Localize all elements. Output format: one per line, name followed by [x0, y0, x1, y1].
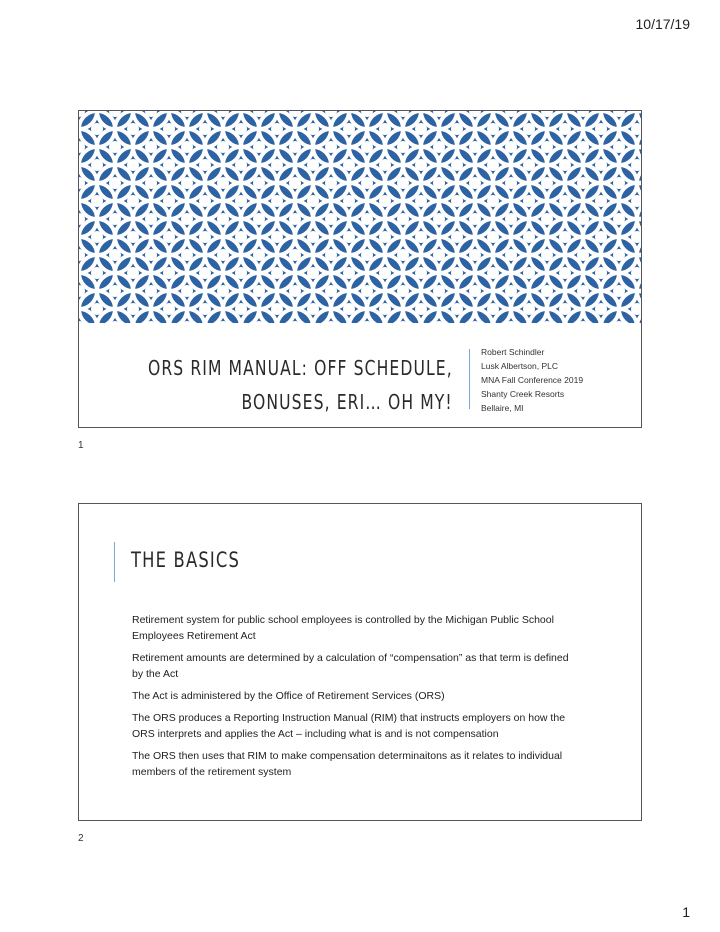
- slide-1-title-line-1: ORS RIM MANUAL: OFF SCHEDULE,: [148, 356, 453, 380]
- presenter-name: Robert Schindler: [481, 347, 545, 357]
- slide-1-number: 1: [78, 440, 84, 451]
- title-accent-divider: [469, 349, 470, 409]
- list-item: The Act is administered by the Office of Retirement Services (ORS): [132, 690, 445, 702]
- presenter-location: Bellaire, MI: [481, 403, 524, 413]
- slide-1-title: [148, 351, 453, 419]
- slide-2-body: [132, 612, 572, 786]
- slide-1-title-line-2: BONUSES, ERI… OH MY!: [241, 390, 453, 414]
- list-item: Retirement system for public school employees is controlled by the Michigan Public School Employees Retirement Act: [132, 614, 554, 642]
- list-item: The ORS then uses that RIM to make compensation determinaitons as it relates to individual members of the retirement system: [132, 750, 563, 778]
- title-accent-divider: [114, 542, 115, 582]
- slide-1: [78, 110, 642, 428]
- list-item: Retirement amounts are determined by a calculation of “compensation” as that term is defined by the Act: [132, 652, 569, 680]
- presenter-event: MNA Fall Conference 2019: [481, 375, 584, 385]
- slide-2-title: THE BASICS: [131, 548, 241, 572]
- presenter-info: [481, 345, 583, 415]
- presenter-firm: Lusk Albertson, PLC: [481, 361, 559, 371]
- page-date: 10/17/19: [635, 16, 690, 32]
- presenter-venue: Shanty Creek Resorts: [481, 389, 565, 399]
- decorative-pattern-image: [79, 111, 641, 323]
- page-number: 1: [682, 904, 690, 920]
- slide-2-number: 2: [78, 833, 84, 844]
- slide-2: [78, 503, 642, 821]
- list-item: The ORS produces a Reporting Instruction Manual (RIM) that instructs employers on how the ORS interprets and applies the Act – including what is and is not compensation: [132, 712, 566, 740]
